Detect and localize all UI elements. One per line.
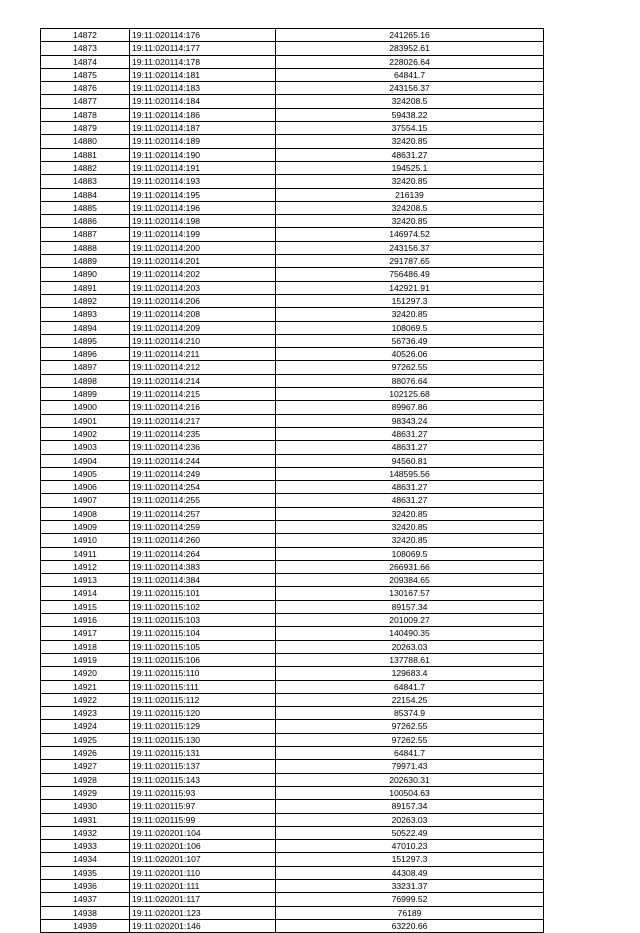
cadastral-number-cell: 19:11:020201:110 — [130, 866, 276, 879]
table-row — [41, 241, 544, 254]
amount-cell: 40526.06 — [276, 348, 544, 361]
amount-cell: 32420.85 — [276, 175, 544, 188]
table-row — [41, 55, 544, 68]
table-row — [41, 880, 544, 893]
row-number-cell: 14911 — [41, 547, 130, 560]
table-row — [41, 481, 544, 494]
table-row — [41, 826, 544, 839]
table-row — [41, 175, 544, 188]
amount-cell: 241265.16 — [276, 29, 544, 42]
amount-cell: 97262.55 — [276, 733, 544, 746]
row-number-cell: 14934 — [41, 853, 130, 866]
row-number-cell: 14878 — [41, 108, 130, 121]
cadastral-number-cell: 19:11:020115:99 — [130, 813, 276, 826]
amount-cell: 209384.65 — [276, 574, 544, 587]
amount-cell: 108069.5 — [276, 547, 544, 560]
table-row — [41, 95, 544, 108]
amount-cell: 44308.49 — [276, 866, 544, 879]
amount-cell: 151297.3 — [276, 853, 544, 866]
table-row — [41, 294, 544, 307]
row-number-cell: 14930 — [41, 800, 130, 813]
row-number-cell: 14908 — [41, 507, 130, 520]
row-number-cell: 14882 — [41, 161, 130, 174]
row-number-cell: 14915 — [41, 600, 130, 613]
row-number-cell: 14929 — [41, 786, 130, 799]
amount-cell: 228026.64 — [276, 55, 544, 68]
amount-cell: 64841.7 — [276, 68, 544, 81]
row-number-cell: 14885 — [41, 201, 130, 214]
table-row — [41, 614, 544, 627]
row-number-cell: 14917 — [41, 627, 130, 640]
cadastral-number-cell: 19:11:020115:129 — [130, 720, 276, 733]
cadastral-number-cell: 19:11:020115:101 — [130, 587, 276, 600]
amount-cell: 97262.55 — [276, 361, 544, 374]
amount-cell: 48631.27 — [276, 494, 544, 507]
row-number-cell: 14891 — [41, 281, 130, 294]
row-number-cell: 14890 — [41, 268, 130, 281]
cadastral-number-cell: 19:11:020114:257 — [130, 507, 276, 520]
cadastral-number-cell: 19:11:020114:212 — [130, 361, 276, 374]
row-number-cell: 14902 — [41, 427, 130, 440]
cadastral-number-cell: 19:11:020115:130 — [130, 733, 276, 746]
amount-cell: 148595.56 — [276, 467, 544, 480]
cadastral-number-cell: 19:11:020114:177 — [130, 42, 276, 55]
cadastral-number-cell: 19:11:020114:191 — [130, 161, 276, 174]
amount-cell: 146974.52 — [276, 228, 544, 241]
amount-cell: 32420.85 — [276, 520, 544, 533]
row-number-cell: 14922 — [41, 693, 130, 706]
cadastral-number-cell: 19:11:020114:216 — [130, 401, 276, 414]
table-row — [41, 707, 544, 720]
row-number-cell: 14899 — [41, 388, 130, 401]
table-row — [41, 760, 544, 773]
amount-cell: 100504.63 — [276, 786, 544, 799]
table-row — [41, 454, 544, 467]
table-row — [41, 534, 544, 547]
cadastral-number-cell: 19:11:020114:203 — [130, 281, 276, 294]
row-number-cell: 14879 — [41, 122, 130, 135]
table-row — [41, 68, 544, 81]
row-number-cell: 14924 — [41, 720, 130, 733]
cadastral-number-cell: 19:11:020201:111 — [130, 880, 276, 893]
row-number-cell: 14901 — [41, 414, 130, 427]
table-row — [41, 667, 544, 680]
cadastral-number-cell: 19:11:020114:202 — [130, 268, 276, 281]
cadastral-number-cell: 19:11:020114:236 — [130, 441, 276, 454]
table-row — [41, 800, 544, 813]
amount-cell: 48631.27 — [276, 148, 544, 161]
row-number-cell: 14926 — [41, 747, 130, 760]
row-number-cell: 14912 — [41, 560, 130, 573]
cadastral-number-cell: 19:11:020201:117 — [130, 893, 276, 906]
row-number-cell: 14904 — [41, 454, 130, 467]
cadastral-number-cell: 19:11:020201:106 — [130, 840, 276, 853]
row-number-cell: 14873 — [41, 42, 130, 55]
table-row — [41, 135, 544, 148]
cadastral-number-cell: 19:11:020115:111 — [130, 680, 276, 693]
table-row — [41, 906, 544, 919]
amount-cell: 56736.49 — [276, 334, 544, 347]
table-body — [41, 29, 544, 933]
cadastral-number-cell: 19:11:020114:260 — [130, 534, 276, 547]
amount-cell: 202630.31 — [276, 773, 544, 786]
amount-cell: 48631.27 — [276, 481, 544, 494]
table-row — [41, 507, 544, 520]
cadastral-number-cell: 19:11:020114:211 — [130, 348, 276, 361]
table-row — [41, 255, 544, 268]
amount-cell: 324208.5 — [276, 201, 544, 214]
cadastral-number-cell: 19:11:020114:215 — [130, 388, 276, 401]
amount-cell: 37554.15 — [276, 122, 544, 135]
cadastral-number-cell: 19:11:020115:143 — [130, 773, 276, 786]
cadastral-number-cell: 19:11:020115:97 — [130, 800, 276, 813]
table-row — [41, 348, 544, 361]
table-row — [41, 188, 544, 201]
table-row — [41, 733, 544, 746]
row-number-cell: 14886 — [41, 215, 130, 228]
row-number-cell: 14909 — [41, 520, 130, 533]
table-row — [41, 560, 544, 573]
amount-cell: 89157.34 — [276, 800, 544, 813]
row-number-cell: 14889 — [41, 255, 130, 268]
table-row — [41, 388, 544, 401]
cadastral-number-cell: 19:11:020115:104 — [130, 627, 276, 640]
amount-cell: 20263.03 — [276, 640, 544, 653]
table-row — [41, 693, 544, 706]
table-row — [41, 161, 544, 174]
row-number-cell: 14927 — [41, 760, 130, 773]
amount-cell: 216139 — [276, 188, 544, 201]
row-number-cell: 14935 — [41, 866, 130, 879]
amount-cell: 79971.43 — [276, 760, 544, 773]
table-row — [41, 321, 544, 334]
table-row — [41, 640, 544, 653]
cadastral-number-cell: 19:11:020114:189 — [130, 135, 276, 148]
cadastral-number-cell: 19:11:020115:112 — [130, 693, 276, 706]
amount-cell: 48631.27 — [276, 427, 544, 440]
table-row — [41, 414, 544, 427]
table-row — [41, 653, 544, 666]
cadastral-number-cell: 19:11:020114:244 — [130, 454, 276, 467]
amount-cell: 76189 — [276, 906, 544, 919]
cadastral-number-cell: 19:11:020114:264 — [130, 547, 276, 560]
table-row — [41, 29, 544, 42]
row-number-cell: 14921 — [41, 680, 130, 693]
cadastral-number-cell: 19:11:020115:110 — [130, 667, 276, 680]
amount-cell: 137788.61 — [276, 653, 544, 666]
table-row — [41, 334, 544, 347]
cadastral-number-cell: 19:11:020114:249 — [130, 467, 276, 480]
row-number-cell: 14877 — [41, 95, 130, 108]
row-number-cell: 14933 — [41, 840, 130, 853]
amount-cell: 89967.86 — [276, 401, 544, 414]
table-row — [41, 268, 544, 281]
row-number-cell: 14910 — [41, 534, 130, 547]
cadastral-number-cell: 19:11:020114:206 — [130, 294, 276, 307]
cadastral-number-cell: 19:11:020114:255 — [130, 494, 276, 507]
cadastral-number-cell: 19:11:020114:201 — [130, 255, 276, 268]
amount-cell: 756486.49 — [276, 268, 544, 281]
amount-cell: 22154.25 — [276, 693, 544, 706]
amount-cell: 20263.03 — [276, 813, 544, 826]
cadastral-number-cell: 19:11:020114:176 — [130, 29, 276, 42]
cadastral-number-cell: 19:11:020114:383 — [130, 560, 276, 573]
row-number-cell: 14916 — [41, 614, 130, 627]
row-number-cell: 14892 — [41, 294, 130, 307]
cadastral-number-cell: 19:11:020115:102 — [130, 600, 276, 613]
row-number-cell: 14936 — [41, 880, 130, 893]
cadastral-number-cell: 19:11:020114:190 — [130, 148, 276, 161]
cadastral-number-cell: 19:11:020114:259 — [130, 520, 276, 533]
table-row — [41, 122, 544, 135]
amount-cell: 64841.7 — [276, 680, 544, 693]
cadastral-number-cell: 19:11:020114:217 — [130, 414, 276, 427]
amount-cell: 283952.61 — [276, 42, 544, 55]
amount-cell: 76999.52 — [276, 893, 544, 906]
table-row — [41, 853, 544, 866]
table-row — [41, 866, 544, 879]
cadastral-number-cell: 19:11:020114:200 — [130, 241, 276, 254]
amount-cell: 32420.85 — [276, 507, 544, 520]
cadastral-number-cell: 19:11:020115:106 — [130, 653, 276, 666]
amount-cell: 50522.49 — [276, 826, 544, 839]
amount-cell: 88076.64 — [276, 374, 544, 387]
table-row — [41, 42, 544, 55]
row-number-cell: 14932 — [41, 826, 130, 839]
amount-cell: 64841.7 — [276, 747, 544, 760]
amount-cell: 108069.5 — [276, 321, 544, 334]
amount-cell: 48631.27 — [276, 441, 544, 454]
amount-cell: 32420.85 — [276, 534, 544, 547]
cadastral-number-cell: 19:11:020114:195 — [130, 188, 276, 201]
amount-cell: 140490.35 — [276, 627, 544, 640]
cadastral-number-cell: 19:11:020201:123 — [130, 906, 276, 919]
amount-cell: 32420.85 — [276, 308, 544, 321]
parcel-value-table — [40, 28, 544, 933]
cadastral-number-cell: 19:11:020114:181 — [130, 68, 276, 81]
row-number-cell: 14880 — [41, 135, 130, 148]
cadastral-number-cell: 19:11:020114:209 — [130, 321, 276, 334]
amount-cell: 59438.22 — [276, 108, 544, 121]
amount-cell: 89157.34 — [276, 600, 544, 613]
table-row — [41, 148, 544, 161]
row-number-cell: 14918 — [41, 640, 130, 653]
amount-cell: 243156.37 — [276, 241, 544, 254]
cadastral-number-cell: 19:11:020114:384 — [130, 574, 276, 587]
amount-cell: 243156.37 — [276, 82, 544, 95]
cadastral-number-cell: 19:11:020115:105 — [130, 640, 276, 653]
amount-cell: 129683.4 — [276, 667, 544, 680]
cadastral-number-cell: 19:11:020115:137 — [130, 760, 276, 773]
table-row — [41, 308, 544, 321]
row-number-cell: 14920 — [41, 667, 130, 680]
row-number-cell: 14894 — [41, 321, 130, 334]
amount-cell: 151297.3 — [276, 294, 544, 307]
cadastral-number-cell: 19:11:020115:131 — [130, 747, 276, 760]
table-row — [41, 747, 544, 760]
table-row — [41, 813, 544, 826]
row-number-cell: 14895 — [41, 334, 130, 347]
row-number-cell: 14913 — [41, 574, 130, 587]
row-number-cell: 14931 — [41, 813, 130, 826]
row-number-cell: 14907 — [41, 494, 130, 507]
row-number-cell: 14906 — [41, 481, 130, 494]
table-row — [41, 281, 544, 294]
cadastral-number-cell: 19:11:020114:187 — [130, 122, 276, 135]
amount-cell: 324208.5 — [276, 95, 544, 108]
cadastral-number-cell: 19:11:020114:186 — [130, 108, 276, 121]
table-row — [41, 720, 544, 733]
row-number-cell: 14898 — [41, 374, 130, 387]
table-row — [41, 547, 544, 560]
row-number-cell: 14893 — [41, 308, 130, 321]
amount-cell: 32420.85 — [276, 135, 544, 148]
cadastral-number-cell: 19:11:020114:199 — [130, 228, 276, 241]
row-number-cell: 14874 — [41, 55, 130, 68]
amount-cell: 32420.85 — [276, 215, 544, 228]
amount-cell: 201009.27 — [276, 614, 544, 627]
table-row — [41, 467, 544, 480]
table-row — [41, 427, 544, 440]
table-row — [41, 201, 544, 214]
row-number-cell: 14881 — [41, 148, 130, 161]
table-row — [41, 680, 544, 693]
table-row — [41, 773, 544, 786]
table-row — [41, 893, 544, 906]
table-row — [41, 587, 544, 600]
row-number-cell: 14883 — [41, 175, 130, 188]
amount-cell: 33231.37 — [276, 880, 544, 893]
cadastral-number-cell: 19:11:020201:146 — [130, 919, 276, 932]
row-number-cell: 14923 — [41, 707, 130, 720]
row-number-cell: 14928 — [41, 773, 130, 786]
cadastral-number-cell: 19:11:020115:103 — [130, 614, 276, 627]
table-row — [41, 919, 544, 932]
amount-cell: 194525.1 — [276, 161, 544, 174]
table-row — [41, 215, 544, 228]
row-number-cell: 14937 — [41, 893, 130, 906]
row-number-cell: 14872 — [41, 29, 130, 42]
amount-cell: 63220.66 — [276, 919, 544, 932]
row-number-cell: 14925 — [41, 733, 130, 746]
amount-cell: 102125.68 — [276, 388, 544, 401]
table-row — [41, 600, 544, 613]
cadastral-number-cell: 19:11:020114:208 — [130, 308, 276, 321]
table-row — [41, 520, 544, 533]
row-number-cell: 14939 — [41, 919, 130, 932]
cadastral-number-cell: 19:11:020115:120 — [130, 707, 276, 720]
amount-cell: 98343.24 — [276, 414, 544, 427]
row-number-cell: 14896 — [41, 348, 130, 361]
cadastral-number-cell: 19:11:020114:183 — [130, 82, 276, 95]
amount-cell: 97262.55 — [276, 720, 544, 733]
row-number-cell: 14900 — [41, 401, 130, 414]
table-row — [41, 361, 544, 374]
amount-cell: 94560.81 — [276, 454, 544, 467]
amount-cell: 85374.9 — [276, 707, 544, 720]
cadastral-number-cell: 19:11:020114:235 — [130, 427, 276, 440]
table-row — [41, 786, 544, 799]
table-row — [41, 494, 544, 507]
amount-cell: 266931.66 — [276, 560, 544, 573]
table-row — [41, 401, 544, 414]
row-number-cell: 14887 — [41, 228, 130, 241]
cadastral-number-cell: 19:11:020114:196 — [130, 201, 276, 214]
row-number-cell: 14905 — [41, 467, 130, 480]
amount-cell: 47010.23 — [276, 840, 544, 853]
cadastral-number-cell: 19:11:020115:93 — [130, 786, 276, 799]
amount-cell: 130167.57 — [276, 587, 544, 600]
cadastral-number-cell: 19:11:020114:254 — [130, 481, 276, 494]
cadastral-number-cell: 19:11:020114:214 — [130, 374, 276, 387]
row-number-cell: 14897 — [41, 361, 130, 374]
cadastral-number-cell: 19:11:020114:210 — [130, 334, 276, 347]
table-row — [41, 627, 544, 640]
table-row — [41, 228, 544, 241]
cadastral-number-cell: 19:11:020114:193 — [130, 175, 276, 188]
row-number-cell: 14875 — [41, 68, 130, 81]
cadastral-number-cell: 19:11:020114:178 — [130, 55, 276, 68]
cadastral-number-cell: 19:11:020114:198 — [130, 215, 276, 228]
table-row — [41, 82, 544, 95]
table-row — [41, 574, 544, 587]
amount-cell: 142921.91 — [276, 281, 544, 294]
table-row — [41, 840, 544, 853]
row-number-cell: 14903 — [41, 441, 130, 454]
row-number-cell: 14888 — [41, 241, 130, 254]
table-row — [41, 108, 544, 121]
amount-cell: 291787.65 — [276, 255, 544, 268]
cadastral-number-cell: 19:11:020201:104 — [130, 826, 276, 839]
row-number-cell: 14876 — [41, 82, 130, 95]
row-number-cell: 14938 — [41, 906, 130, 919]
row-number-cell: 14914 — [41, 587, 130, 600]
cadastral-number-cell: 19:11:020201:107 — [130, 853, 276, 866]
table-row — [41, 374, 544, 387]
cadastral-number-cell: 19:11:020114:184 — [130, 95, 276, 108]
table-row — [41, 441, 544, 454]
row-number-cell: 14919 — [41, 653, 130, 666]
row-number-cell: 14884 — [41, 188, 130, 201]
